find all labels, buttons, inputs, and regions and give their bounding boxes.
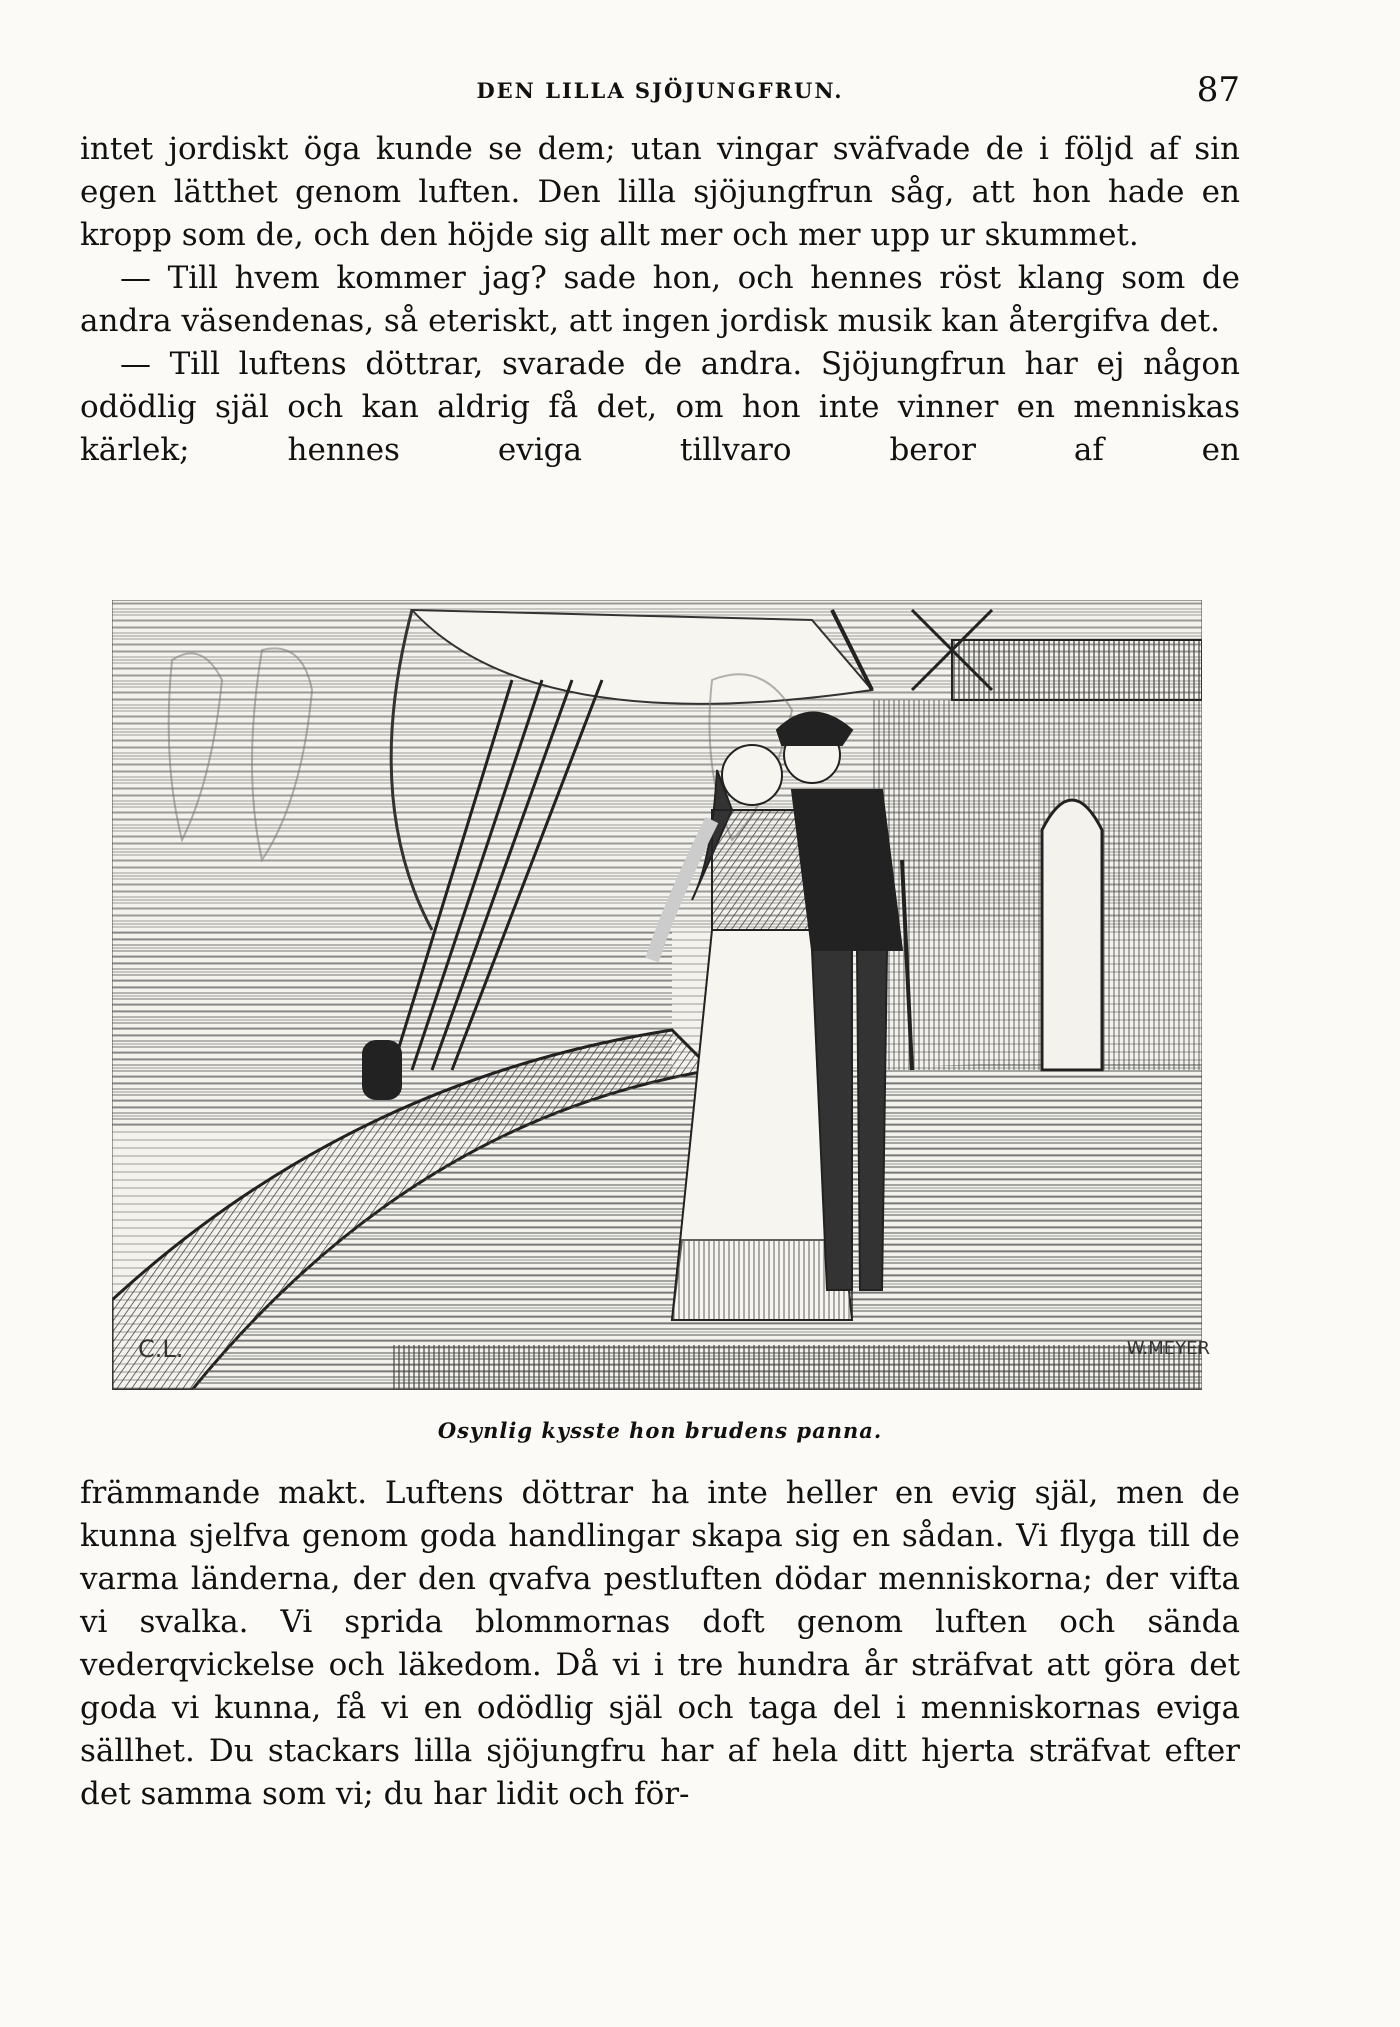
paragraph: — Till hvem kommer jag? sade hon, och hennes röst klang som de andra väsendenas, så eteriskt, att ingen jordisk musik kan återgifva det.: [80, 260, 1240, 339]
illustrator-signature: C.L.: [138, 1335, 184, 1363]
text-block-bottom: [80, 1472, 1240, 1816]
paragraph: — Till luftens döttrar, svarade de andra. Sjöjungfrun har ej någon odödlig själ och kan aldrig få det, om hon inte vinner en menniskas kärlek; hennes eviga tillvaro beror af en: [80, 346, 1240, 468]
illustration-caption: Osynlig kysste hon brudens panna.: [437, 1418, 883, 1443]
text-block-top: [80, 128, 1240, 472]
paragraph: främmande makt. Luftens döttrar ha inte heller en evig själ, men de kunna sjelfva genom goda handlingar skapa sig en sådan. Vi flyga till de varma länderna, der den qvafva pestluften dödar menniskorna; der vifta vi svalka. Vi sprida blommornas doft genom luften och sända vederqvickelse och läkedom. Då vi i tre hundra år sträfvat att göra det goda vi kunna, få vi en odödlig själ och taga del i menniskornas eviga sällhet. Du stackars lilla sjöjungfru har af hela ditt hjerta sträfvat efter det samma som vi; du har lidit och för-: [80, 1475, 1240, 1812]
page-header: [80, 70, 1240, 120]
engraving-illustration: [112, 600, 1202, 1390]
page-number: 87: [1196, 70, 1240, 110]
paragraph: intet jordiskt öga kunde se dem; utan vingar sväfvade de i följd af sin egen lätthet genom luften. Den lilla sjöjungfrun såg, att hon hade en kropp som de, och den höjde sig allt mer och mer upp ur skummet.: [80, 131, 1240, 253]
engraving-drawing: [112, 600, 1202, 1390]
running-title: DEN LILLA SJÖJUNGFRUN.: [476, 78, 844, 103]
engraver-signature: W.MEYER: [1126, 1338, 1210, 1359]
